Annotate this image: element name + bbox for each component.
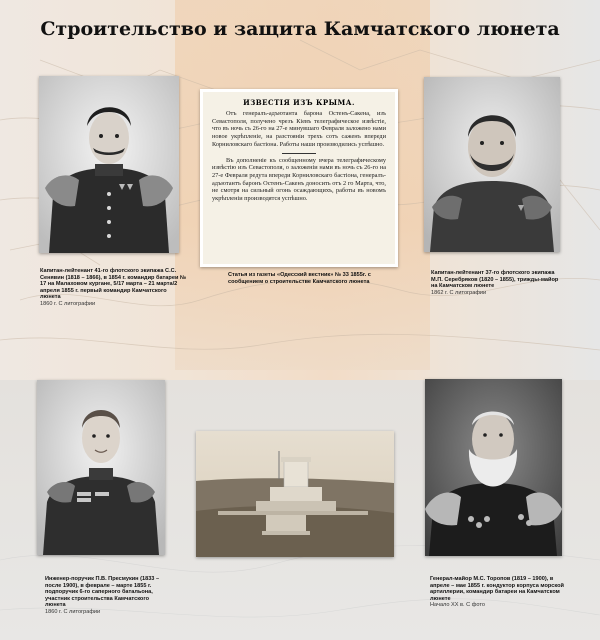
portrait-presmukin-image [37, 380, 165, 555]
caption-presmukin-text: Инженер-поручик П.В. Пресмукин (1833 – после 1900), в феврале – марте 1855 г. подпоручик 6-го саперного батальона, участник строительства Камчатского люнета [45, 576, 160, 609]
newspaper-divider [282, 153, 316, 154]
monument-photo-image [196, 431, 394, 557]
caption-serebryakov [431, 270, 563, 296]
caption-serebryakov-source: 1862 г. С литографии [431, 289, 487, 296]
caption-senyavin-source: 1860 г. С литографии [40, 300, 96, 307]
caption-toropov-text: Генерал-майор М.С. Торопов (1819 – 1900), в апреле – мае 1855 г. кондуктор корпуса морской артиллерии, командир батареи на Камчатском люнете [430, 576, 564, 602]
newspaper-heading: ИЗВЕСТІЯ ИЗЪ КРЫМА. [243, 98, 355, 107]
portrait-toropov [425, 379, 562, 556]
portrait-senyavin [39, 76, 179, 253]
caption-senyavin-text: Капитан-лейтенант 41-го флотского экипажа С.С. Сенявин (1818 – 1866), в 1854 г. командир батареи № 17 на Малаховом кургане, 5/17 марта – 21 марта/2 апреля 1855 г. первый командир Камчатского люнета [40, 268, 187, 301]
monument-photo [196, 431, 394, 557]
portrait-senyavin-image [39, 76, 179, 253]
caption-newspaper [228, 272, 378, 285]
caption-toropov-source: Начало XX в. С фото [430, 602, 485, 609]
portrait-serebryakov-image [424, 77, 560, 252]
caption-serebryakov-text: Капитан-лейтенант 37-го флотского экипажа М.П. Серебряков (1820 – 1855), трижды-майор на Камчатском люнете [431, 270, 559, 290]
caption-presmukin-source: 1860 г. С литографии [45, 608, 101, 615]
caption-senyavin [40, 268, 188, 308]
portrait-toropov-image [425, 379, 562, 556]
newspaper-clipping [200, 89, 398, 267]
caption-toropov [430, 576, 564, 609]
caption-presmukin [45, 576, 167, 616]
portrait-serebryakov [424, 77, 560, 252]
caption-newspaper-text: Статья из газеты «Одесский вестник» № 33 1855г. с сообщением о строительстве Камчатского люнета [228, 272, 371, 285]
newspaper-paragraph-2: Въ дополненіе къ сообщенному вчера телеграфическому извѣстію изъ Севастополя, о заложеніи нами въ ночь съ 26-го на 27-е Февраля редута впереди Корниловскаго бастіона, генералъ-адъютантъ баронъ Остенъ-Сакенъ доносить отъ 2 го Марта, что, не смотря на сильный огонь осаждающихъ, работы въ новомъ укрѣпленіи производятся успѣшно. [212, 156, 386, 203]
portrait-presmukin [37, 380, 165, 555]
newspaper-paragraph-1: Отъ генералъ-адъютанта барона Остенъ-Сакена, изъ Севастополя, получено чрезъ Кіевъ телеграфическое извѣстіе, что въ ночь съ 26-го на 27-е минувшаго Февраля заложено нами новое укрѣпленіе, на разстояніи трехъ сотъ саженъ впереди Корниловскаго бастіона. Работы наши производились успѣшно. [212, 110, 386, 148]
page-title: Строительство и защита Камчатского люнета [40, 18, 560, 40]
